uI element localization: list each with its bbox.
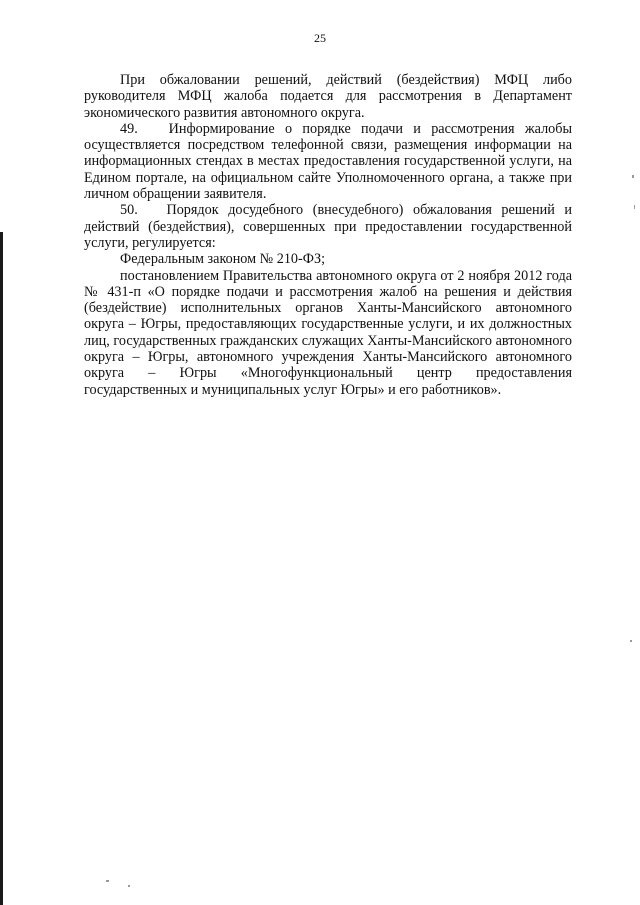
scan-speck xyxy=(128,885,130,887)
scan-speck xyxy=(634,205,635,209)
scan-speck xyxy=(106,880,109,882)
paragraph-government-resolution: постановлением Правительства автономного округа от 2 ноября 2012 года № 431-п «О порядке подачи и рассмотрения жалоб на решения и действия (бездействие) исполнительных органов Ханты-Мансийского автономного округа – Югры, предоставляющих государственные услуги, и их должностных лиц, государственных гражданских служащих Ханты-Мансийского автономного округа – Югры, автономного учреждения Ханты-Мансийского автономного округа – Югры «Многофункциональный центр предоставления государственных и муниципальных услуг Югры» и его работников». xyxy=(84,267,572,398)
paragraph-50-procedure: 50. Порядок досудебного (внесудебного) обжалования решений и действий (бездействия), совершенных при предоставлении государственной услуги, регулируется: xyxy=(84,202,572,251)
scan-left-edge xyxy=(0,232,3,905)
scan-speck xyxy=(632,175,634,178)
paragraph-mfc-appeal: При обжаловании решений, действий (бездействия) МФЦ либо руководителя МФЦ жалоба подается для рассмотрения в Департамент экономического развития автономного округа. xyxy=(84,72,572,121)
paragraph-federal-law: Федеральным законом № 210-ФЗ; xyxy=(120,251,326,268)
page-number: 25 xyxy=(314,31,326,45)
document-body xyxy=(84,72,572,398)
paragraph-49-information: 49. Информирование о порядке подачи и рассмотрения жалобы осуществляется посредством телефонной связи, размещения информации на информационных стендах в местах предоставления государственной услуги, на Едином портале, на официальном сайте Уполномоченного органа, а также при личном обращении заявителя. xyxy=(84,120,572,203)
scan-speck xyxy=(630,640,632,642)
